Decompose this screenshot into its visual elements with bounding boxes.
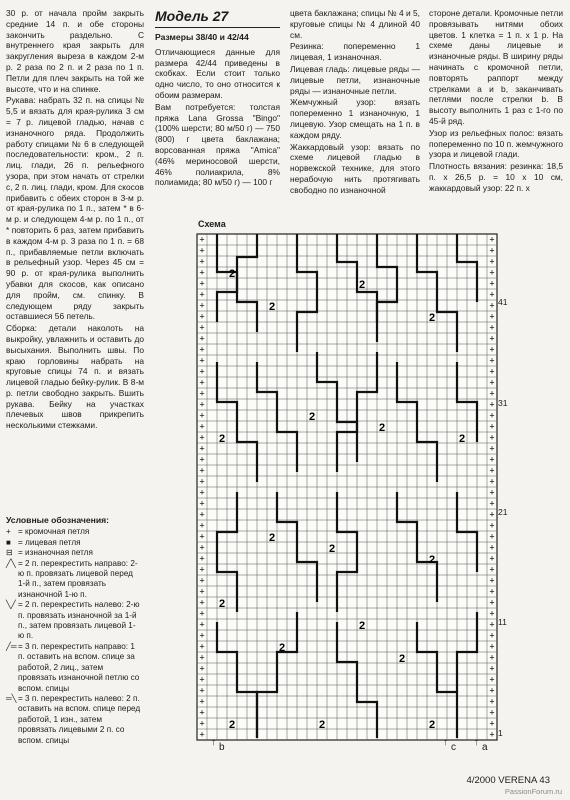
edge-plus-mark: + [489,278,495,289]
edge-plus-mark: + [199,564,205,575]
edge-plus-mark: + [489,520,495,531]
edge-plus-mark: + [199,421,205,432]
edge-plus-mark: + [199,586,205,597]
paragraph-assembly: Сборка: детали наколоть на выкройку, увлажнить и оставить до высыхания. Выполнить швы. По краю горловины набрать на круговые спицы 74 п. и вязать лицевой гладью бейку-рулик. В 8-м р. петли свободно закрыть. Вшить рукава. Бейку на участках плечевых швов прикрепить несколькими стежками. [6,323,144,431]
paragraph: цвета баклажана; спицы № 4 и 5, круговые спицы № 4 длиной 40 см. [290,8,420,40]
edge-plus-mark: + [199,410,205,421]
edge-plus-mark: + [489,586,495,597]
edge-plus-mark: + [489,487,495,498]
paragraph-relief-stripes: Узор из рельефных полос: вязать попеременно по 10 п. жемчужного узора и лицевой глади. [429,127,563,160]
cell-number-2: 2 [278,642,286,654]
paragraph-stockinette: Лицевая гладь: лицевые ряды — лицевые петли, изнаночные ряды — изнаночные петли. [290,63,420,96]
title-rule [155,27,280,28]
edge-plus-mark: + [489,608,495,619]
edge-plus-mark: + [489,465,495,476]
edge-plus-mark: + [489,289,495,300]
edge-plus-mark: + [199,542,205,553]
edge-plus-mark: + [489,476,495,487]
edge-plus-mark: + [489,399,495,410]
edge-plus-mark: + [489,641,495,652]
cross-right-3-icon: ╱═ [6,641,17,651]
arrow-c-label: c [451,742,456,753]
arrow-a-label: a [482,742,488,753]
materials: Вам потребуется: толстая пряжа Lana Grossa "Bingo" (100% шерсти; 80 м/50 г) — 750 (800) г цвета баклажана; ворсованная пряжа "Amica" (46% мериносовой шерсти, 46% полиакрила, 8% полиамида; 80 м/50 г) — 100 г [155,101,280,188]
edge-plus-mark: + [199,531,205,542]
edge-plus-mark: + [199,234,205,245]
edge-plus-mark: + [199,311,205,322]
chart-grid [197,234,497,740]
edge-plus-mark: + [489,410,495,421]
edge-plus-mark: + [199,487,205,498]
edge-plus-mark: + [199,278,205,289]
paragraph: стороне детали. Кромочные петли провязывать нитями обоих цветов. 1 клетка = 1 п. x 1 р. На схеме даны лицевые и изнаночные ряды. В ширину ряды начинать с кромочной петли, повторять раппорт между стрелками a и b, заканчивать петлями после стрелки b. В высоту выполнить 1 раз с 1-го по 45-й ряд. [429,8,563,126]
edge-stitch-icon: + [6,527,11,537]
paragraph-gauge: Плотность вязания: резинка: 18,5 п. x 26,5 р. = 10 x 10 см, жаккардовый узор: 22 п. x [429,161,563,193]
paragraph-rib: Резинка: попеременно 1 лицевая, 1 изнаночная. [290,41,420,63]
cell-number-2: 2 [318,719,326,731]
edge-plus-mark: + [489,366,495,377]
edge-plus-mark: + [199,652,205,663]
legend [6,515,141,746]
legend-item: ⊟ = изнаночная петля [6,548,93,558]
cell-number-2: 2 [428,312,436,324]
edge-plus-mark: + [489,421,495,432]
edge-plus-mark: + [199,553,205,564]
edge-plus-mark: + [489,256,495,267]
cell-number-2: 2 [308,411,316,423]
purl-stitch-icon: ⊟ [6,548,13,558]
legend-item: + = кромочная петля [6,527,90,537]
text-column-1 [6,8,144,432]
edge-plus-mark: + [489,718,495,729]
edge-plus-mark: + [199,729,205,740]
edge-plus-mark: + [199,509,205,520]
edge-plus-mark: + [489,355,495,366]
edge-plus-mark: + [489,509,495,520]
arrow-b-icon: ↑ [211,737,216,748]
edge-plus-mark: + [489,564,495,575]
edge-plus-mark: + [489,663,495,674]
cross-left-3-icon: ═╲ [6,693,17,703]
edge-plus-mark: + [489,729,495,740]
edge-plus-mark: + [199,718,205,729]
cell-number-2: 2 [358,279,366,291]
edge-plus-mark: + [489,432,495,443]
watermark: PassionForum.ru [504,787,562,796]
text-column-4 [429,8,563,195]
edge-plus-mark: + [199,333,205,344]
cell-number-2: 2 [218,598,226,610]
cell-number-2: 2 [458,433,466,445]
legend-item: ═╲ = 3 п. перекрестить налево: 2 п. оставить на вспом. спице перед работой, 1 изн., затем провязать лицевыми 2 п. со вспом. спицы [6,693,141,745]
edge-plus-mark: + [199,520,205,531]
edge-plus-mark: + [199,498,205,509]
edge-plus-mark: + [199,344,205,355]
sizes-note: Отличающиеся данные для размера 42/44 приведены в скобках. Если стоит только одно число, то оно относится к обоим размерам. [155,46,280,100]
model-title: Модель 27 [155,8,229,24]
page-footer: 4/2000 VERENA 43 [466,775,550,786]
edge-plus-mark: + [489,377,495,388]
cell-number-2: 2 [358,620,366,632]
edge-plus-mark: + [199,476,205,487]
paragraph-seed-stitch: Жемчужный узор: вязать попеременно 1 изнаночную, 1 лицевую. Узор смещать на 1 п. в каждом ряду. [290,97,420,140]
row-label: 41 [498,297,508,307]
edge-plus-mark: + [199,630,205,641]
edge-plus-mark: + [489,542,495,553]
legend-item: ╱╲ = 2 п. перекрестить направо: 2-ю п. провязать лицевой перед 1-й п., затем провязать изнаночной 1-ю п. [6,558,138,599]
cross-right-2-icon: ╱╲ [6,558,16,568]
edge-plus-mark: + [199,608,205,619]
edge-plus-mark: + [199,300,205,311]
paragraph-jacquard: Жаккардовый узор: вязать по схеме лицевой гладью в норвежской технике, для этого нерабочую нить протягивать свободно по изнаночной [290,141,420,195]
edge-plus-mark: + [199,663,205,674]
edge-plus-mark: + [199,465,205,476]
edge-plus-mark: + [199,454,205,465]
knit-stitch-icon: ■ [6,537,11,547]
legend-item: ■ = лицевая петля [6,537,81,547]
edge-plus-mark: + [489,685,495,696]
edge-plus-mark: + [489,619,495,630]
edge-plus-mark: + [199,707,205,718]
edge-plus-mark: + [489,707,495,718]
edge-plus-mark: + [489,674,495,685]
edge-plus-mark: + [489,300,495,311]
sizes-heading: Размеры 38/40 и 42/44 [155,32,249,42]
edge-plus-mark: + [489,245,495,256]
chart-title: Схема [198,219,226,229]
edge-plus-mark: + [489,344,495,355]
edge-plus-mark: + [199,355,205,366]
edge-plus-mark: + [489,575,495,586]
cell-number-2: 2 [428,719,436,731]
knitting-chart [195,232,499,742]
edge-plus-mark: + [199,256,205,267]
edge-plus-mark: + [199,432,205,443]
edge-plus-mark: + [489,531,495,542]
arrow-b-label: b [219,742,225,753]
edge-plus-mark: + [199,674,205,685]
edge-plus-mark: + [199,685,205,696]
edge-plus-mark: + [199,377,205,388]
legend-item: ╱═ = 3 п. перекрестить направо: 1 п. оставить на вспом. спице за работой, 2 лиц., затем провязать изнаночной петлю со вспом. спицы [6,641,140,693]
edge-plus-mark: + [489,234,495,245]
paragraph: 30 р. от начала пройм закрыть средние 14 п. и обе стороны закончить раздельно. С внутреннего края закрыть для закругления выреза в каждом 2-м р. 2 раза по 2 п. и 2 раза по 1 п. Петли для плеч закрыть на той же высоте, что и на спинке. [6,8,144,94]
edge-plus-mark: + [199,619,205,630]
cell-number-2: 2 [378,422,386,434]
edge-plus-mark: + [489,443,495,454]
edge-plus-mark: + [199,597,205,608]
row-label: 1 [498,728,503,738]
edge-plus-mark: + [489,652,495,663]
row-label: 31 [498,398,508,408]
edge-plus-mark: + [489,630,495,641]
legend-item: ╲╱ = 2 п. перекрестить налево: 2-ю п. провязать изнаночной за 1-й п., затем провязать лицевой 1-ю п. [6,600,140,641]
cell-number-2: 2 [328,543,336,555]
arrow-a-icon: ↑ [474,737,479,748]
row-label: 21 [498,507,508,517]
edge-plus-mark: + [199,322,205,333]
edge-plus-mark: + [489,597,495,608]
text-column-3 [290,8,420,197]
edge-plus-mark: + [489,696,495,707]
edge-plus-mark: + [199,388,205,399]
edge-plus-mark: + [199,245,205,256]
row-label: 11 [498,617,507,627]
cell-number-2: 2 [428,554,436,566]
cell-number-2: 2 [398,653,406,665]
edge-plus-mark: + [199,267,205,278]
edge-plus-mark: + [199,366,205,377]
arrow-c-icon: ↑ [443,737,448,748]
edge-plus-mark: + [489,322,495,333]
edge-plus-mark: + [199,696,205,707]
edge-plus-mark: + [489,498,495,509]
cell-number-2: 2 [228,268,236,280]
paragraph-sleeves: Рукава: набрать 32 п. на спицы № 5,5 и вязать для края-рулика 3 см = 7 р. лицевой гладью, начав с изнаночного ряда. Продолжить работу спицами № 6 в следующей последовательности: кром., 2 п. лиц. глади, 26 п. рельефного узора, при этом начать от стрелки c, 2 п. лиц. глади, кром. Для скосов прибавить с обеих сторон в 3-м р. от края-рулика по 1 п., затем * в 6-м р. и следующем 4-м р. по 1 п., от * повторить 6 раз, затем прибавить в каждом 4-м р. 3 раза по 1 п. = 68 п., прибавляемые петли включать в рельефный узор. Через 45 см = 90 р. от края-рулика выполнить убавки для скосов, как описано для пройм, см. спинку. В следующем ряду закрыть оставшиеся 56 петель. [6,95,144,322]
text-column-2 [155,8,280,189]
cell-number-2: 2 [268,301,276,313]
cell-number-2: 2 [228,719,236,731]
edge-plus-mark: + [199,399,205,410]
legend-title: Условные обозначения: [6,515,109,525]
cross-left-2-icon: ╲╱ [6,600,16,610]
edge-plus-mark: + [489,267,495,278]
cell-number-2: 2 [218,433,226,445]
edge-plus-mark: + [199,641,205,652]
edge-plus-mark: + [199,575,205,586]
edge-plus-mark: + [489,553,495,564]
edge-plus-mark: + [489,333,495,344]
edge-plus-mark: + [489,311,495,322]
edge-plus-mark: + [489,388,495,399]
edge-plus-mark: + [489,454,495,465]
edge-plus-mark: + [199,443,205,454]
cell-number-2: 2 [268,532,276,544]
edge-plus-mark: + [199,289,205,300]
